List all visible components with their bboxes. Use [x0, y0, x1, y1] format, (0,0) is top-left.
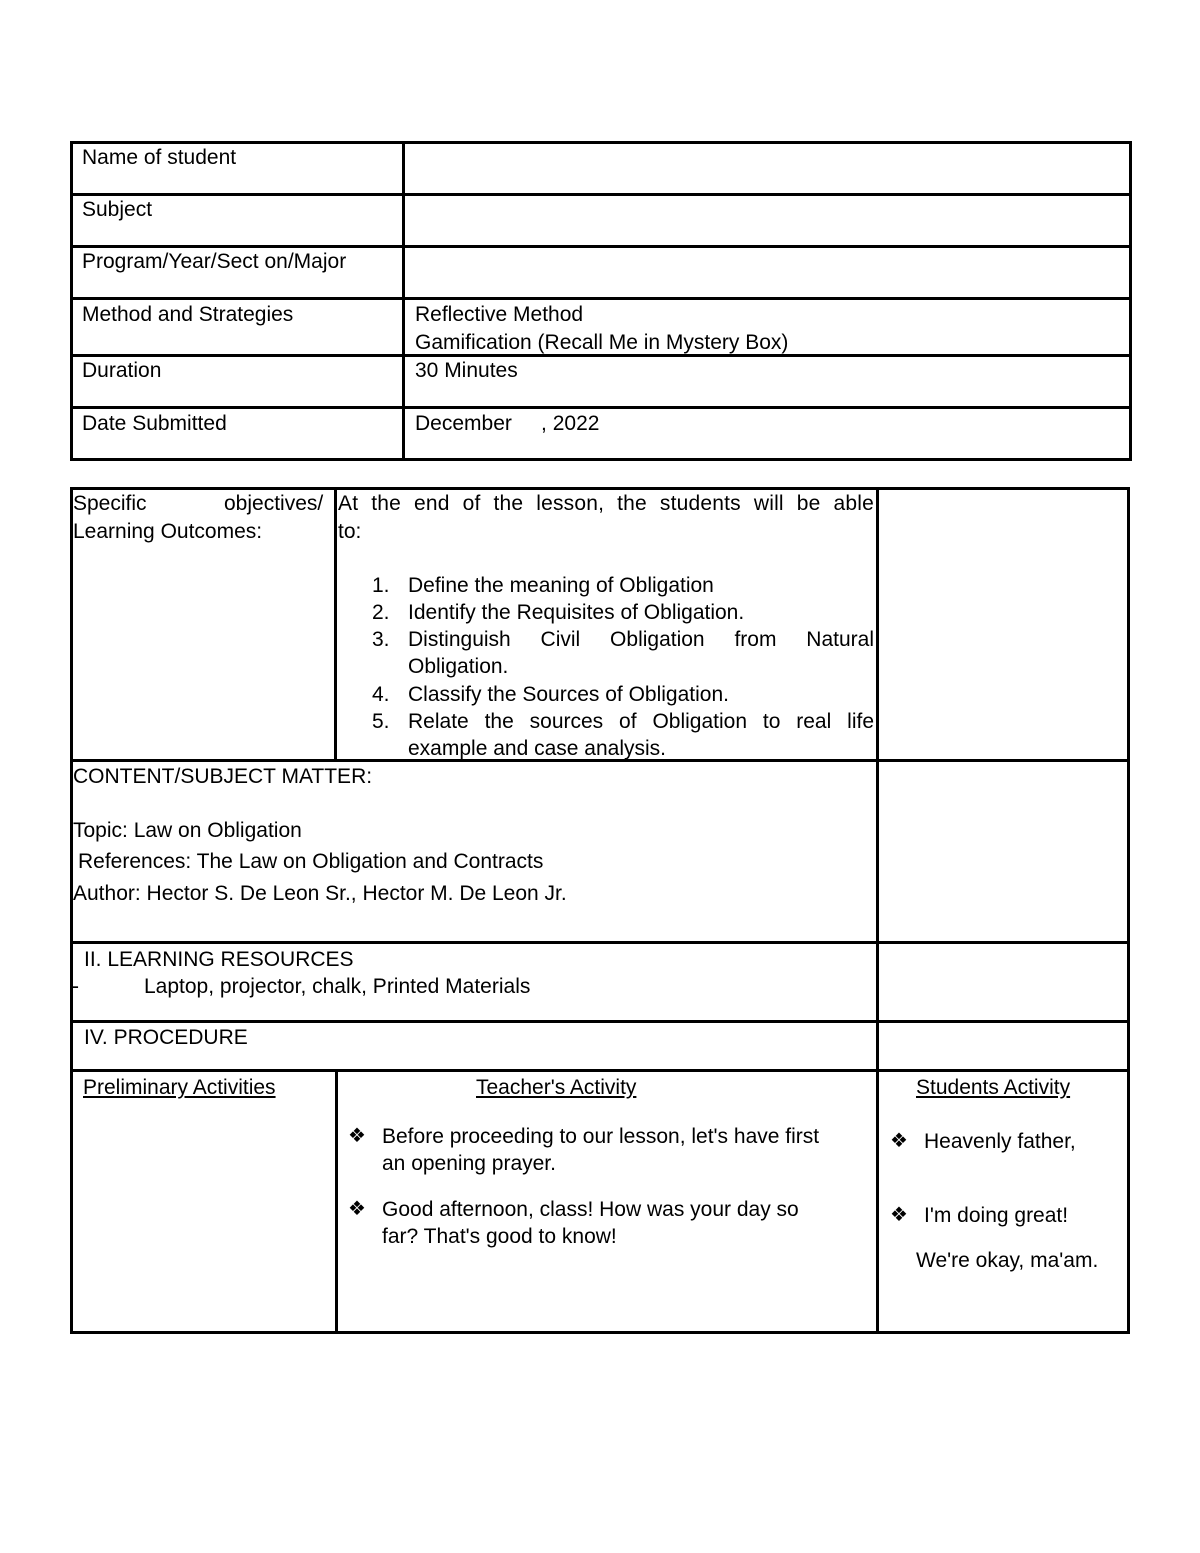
procedure-heading: IV. PROCEDURE: [84, 1026, 248, 1049]
objective-text: Distinguish Civil Obligation from Natural: [408, 628, 874, 651]
objectives-intro-cont: to:: [338, 520, 362, 543]
label-method: Method and Strategies: [82, 303, 294, 326]
teacher-item-cont: an opening prayer.: [382, 1152, 556, 1175]
objective-num: 2.: [372, 601, 390, 624]
objective-text-cont: example and case analysis.: [408, 737, 666, 760]
diamond-bullet-icon: ❖: [348, 1198, 366, 1220]
resources-bullet: -: [72, 975, 79, 998]
value-method-2: Gamification (Recall Me in Mystery Box): [415, 331, 789, 354]
student-item: I'm doing great!: [924, 1204, 1069, 1227]
resources-heading: II. LEARNING RESOURCES: [84, 948, 354, 971]
objectives-intro: At the end of the lesson, the students will be able: [338, 492, 874, 515]
diamond-bullet-icon: ❖: [348, 1125, 366, 1147]
teacher-item: Before proceeding to our lesson, let's have first: [382, 1125, 820, 1148]
objectives-label-line2: Learning Outcomes:: [73, 520, 263, 543]
content-heading: CONTENT/SUBJECT MATTER:: [73, 765, 373, 788]
value-duration: 30 Minutes: [415, 359, 518, 382]
content-author: Author: Hector S. De Leon Sr., Hector M. De Leon Jr.: [73, 882, 567, 905]
objective-num: 5.: [372, 710, 390, 733]
objectives-label-left: Specific: [73, 492, 147, 515]
objective-text: Relate the sources of Obligation to real life: [408, 710, 874, 733]
resources-item: Laptop, projector, chalk, Printed Materials: [144, 975, 531, 998]
value-method-1: Reflective Method: [415, 303, 584, 326]
label-name-of-student: Name of student: [82, 146, 237, 169]
students-activity-header: Students Activity: [916, 1076, 1071, 1099]
preliminary-activities-header: Preliminary Activities: [83, 1076, 276, 1099]
teacher-item-cont: far? That's good to know!: [382, 1225, 617, 1248]
label-subject: Subject: [82, 198, 153, 221]
student-item: Heavenly father,: [924, 1130, 1076, 1153]
diamond-bullet-icon: ❖: [890, 1204, 908, 1226]
objective-num: 3.: [372, 628, 390, 651]
objective-text: Identify the Requisites of Obligation.: [408, 601, 745, 624]
label-program: Program/Year/Sect on/Major: [82, 250, 347, 273]
objectives-label-right: objectives/: [224, 492, 324, 515]
objective-text-cont: Obligation.: [408, 655, 509, 678]
diamond-bullet-icon: ❖: [890, 1130, 908, 1152]
content-references: References: The Law on Obligation and Contracts: [78, 850, 544, 873]
content-topic: Topic: Law on Obligation: [73, 819, 302, 842]
teacher-item: Good afternoon, class! How was your day so: [382, 1198, 799, 1221]
teacher-activity-header: Teacher's Activity: [476, 1076, 637, 1099]
value-date-submitted: December , 2022: [415, 412, 600, 435]
label-date-submitted: Date Submitted: [82, 412, 227, 435]
objective-text: Define the meaning of Obligation: [408, 574, 714, 597]
objective-num: 4.: [372, 683, 390, 706]
objective-text: Classify the Sources of Obligation.: [408, 683, 729, 706]
label-duration: Duration: [82, 359, 162, 382]
objective-num: 1.: [372, 574, 390, 597]
student-extra: We're okay, ma'am.: [916, 1249, 1099, 1272]
